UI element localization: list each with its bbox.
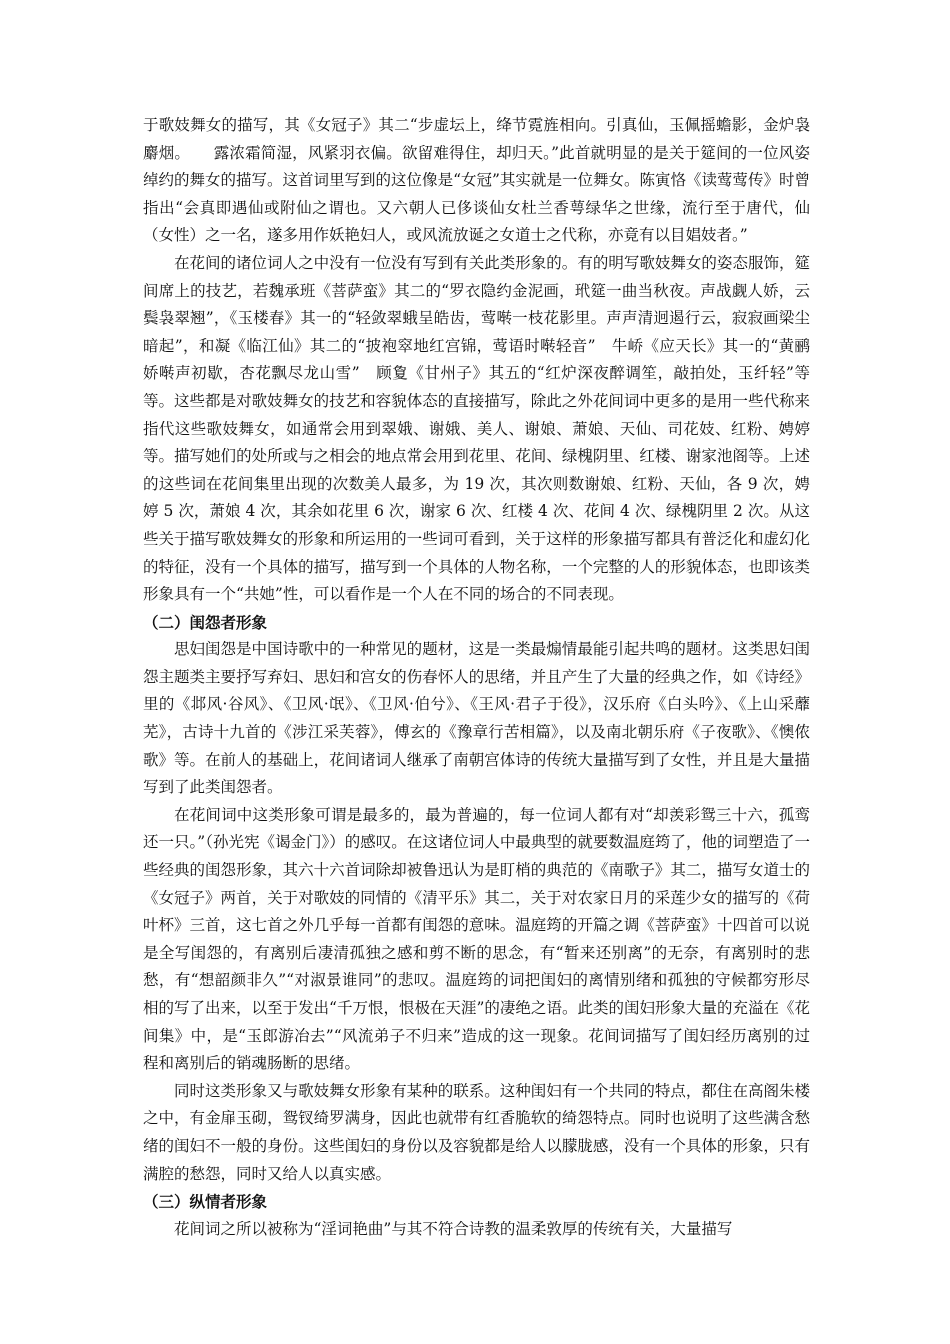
body-paragraph-1: 于歌妓舞女的描写，其《女冠子》其二“步虚坛上，绛节霓旌相向。引真仙，玉佩摇蟾影，金炉袅麝烟。 露浓霜简湿，风紧羽衣偏。欲留难得住，却归天。”此首就明显的是关于筵间的一位风姿绰约的舞女的描写。这首词里写到的这位像是“女冠”其实就是一位舞女。陈寅恪《读莺莺传》时曾指出“会真即遇仙或附仙之谓也。又六朝人已侈谈仙女杜兰香萼绿华之世缘，流行至于唐代，仙（女性）之一名，遂多用作妖艳妇人，或风流放诞之女道士之代称，亦竟有以目娼妓者。” [143,116,810,245]
body-paragraph-5: 同时这类形象又与歌妓舞女形象有某种的联系。这种闺妇有一个共同的特点，都住在高阁朱楼之中，有金扉玉砌，鸳钗绮罗满身，因此也就带有红香脆软的绮怨特点。同时也说明了这些满含愁绪的闺妇不一般的身份。这些闺妇的身份以及容貌都是给人以朦胧感，没有一个具体的形象，只有满腔的愁怨，同时又给人以真实感。 [143,1081,810,1183]
body-paragraph-4: 在花间词中这类形象可谓是最多的，最为普遍的，每一位词人都有对“却羡彩鸳三十六，孤鸾还一只。”（孙光宪《谒金门》）的感叹。在这诸位词人中最典型的就要数温庭筠了，他的词塑造了一些经典的闺怨形象，其六十六首词除却被鲁迅认为是盯梢的典范的《南歌子》其二，描写女道士的《女冠子》两首，关于对歌妓的同情的《清平乐》其二，关于对农家日月的采莲少女的描写的《荷叶杯》三首，这七首之外几乎每一首都有闺怨的意味。温庭筠的开篇之调《菩萨蛮》十四首可以说是全写闺怨的，有离别后凄清孤独之感和剪不断的思念，有“暂来还别离”的无奈，有离别时的悲愁，有“想韶颜非久”“对淑景谁同”的悲叹。温庭筠的词把闺妇的离情别绪和孤独的守候都穷形尽相的写了出来，以至于发出“千万恨，恨极在天涯”的凄绝之语。此类的闺妇形象大量的充溢在《花间集》中，是“玉郎游冶去”“风流弟子不归来”造成的这一现象。花间词描写了闺妇经历离别的过程和离别后的销魂肠断的思绪。 [143,805,810,1073]
body-paragraph-3: 思妇闺怨是中国诗歌中的一种常见的题材，这是一类最煽情最能引起共鸣的题材。这类思妇闺怨主题类主要抒写弃妇、思妇和宫女的伤春怀人的思绪，并且产生了大量的经典之作，如《诗经》里的《邶风·谷风》、《卫风·氓》、《卫风·伯兮》、《王风·君子于役》，汉乐府《白头吟》、《上山采蘼芜》，古诗十九首的《涉江采芙蓉》，傅玄的《豫章行苦相篇》，以及南北朝乐府《子夜歌》、《懊侬歌》等。在前人的基础上，花间诸词人继承了南朝宫体诗的传统大量描写到了女性，并且是大量描写到了此类闺怨者。 [143,640,810,797]
section-heading-2: （二）闺怨者形象 [143,612,268,632]
body-paragraph-6: 花间词之所以被称为“淫词艳曲”与其不符合诗教的温柔敦厚的传统有关，大量描写 [174,1219,733,1238]
section-heading-3: （三）纵情者形象 [143,1192,268,1212]
document-page [143,112,810,1243]
body-paragraph-2: 在花间的诸位词人之中没有一位没有写到有关此类形象的。有的明写歌妓舞女的姿态服饰，筵间席上的技艺，若魏承班《菩萨蛮》其二的“罗衣隐约金泥画，玳筵一曲当秋夜。声战觑人娇，云鬓袅翠翘”，《玉楼春》其一的“轻敛翠蛾呈皓齿，莺啭一枝花影里。声声清迥遏行云，寂寂画梁尘暗起”，和凝《临江仙》其二的“披袍窣地红宫锦，莺语时啭轻音” 牛峤《应天长》其一的“黄鹂娇啭声初歇，杏花飘尽龙山雪” 顾夐《甘州子》其五的“红炉深夜醉调笙，敲拍处，玉纤轻”等等。这些都是对歌妓舞女的技艺和容貌体态的直接描写，除此之外花间词中更多的是用一些代称来指代这些歌妓舞女，如通常会用到翠娥、谢娥、美人、谢娘、萧娘、天仙、司花妓、红粉、娉婷等。描写她们的处所或与之相会的地点常会用到花里、花间、绿槐阴里、红楼、谢家池阁等。上述的这些词在花间集里出现的次数美人最多，为 19 次，其次则数谢娘、红粉、天仙，各 9 次，娉婷 5 次，萧娘 4 次，其余如花里 6 次，谢家 6 次、红楼 4 次、花间 4 次、绿槐阴里 2 次。从这些关于描写歌妓舞女的形象和所运用的一些词可看到，关于这样的形象描写都具有普泛化和虚幻化的特征，没有一个具体的描写，描写到一个具体的人物名称，一个完整的人的形貌体态，也即该类形象具有一个“共她”性，可以看作是一个人在不同的场合的不同表现。 [143,253,810,604]
